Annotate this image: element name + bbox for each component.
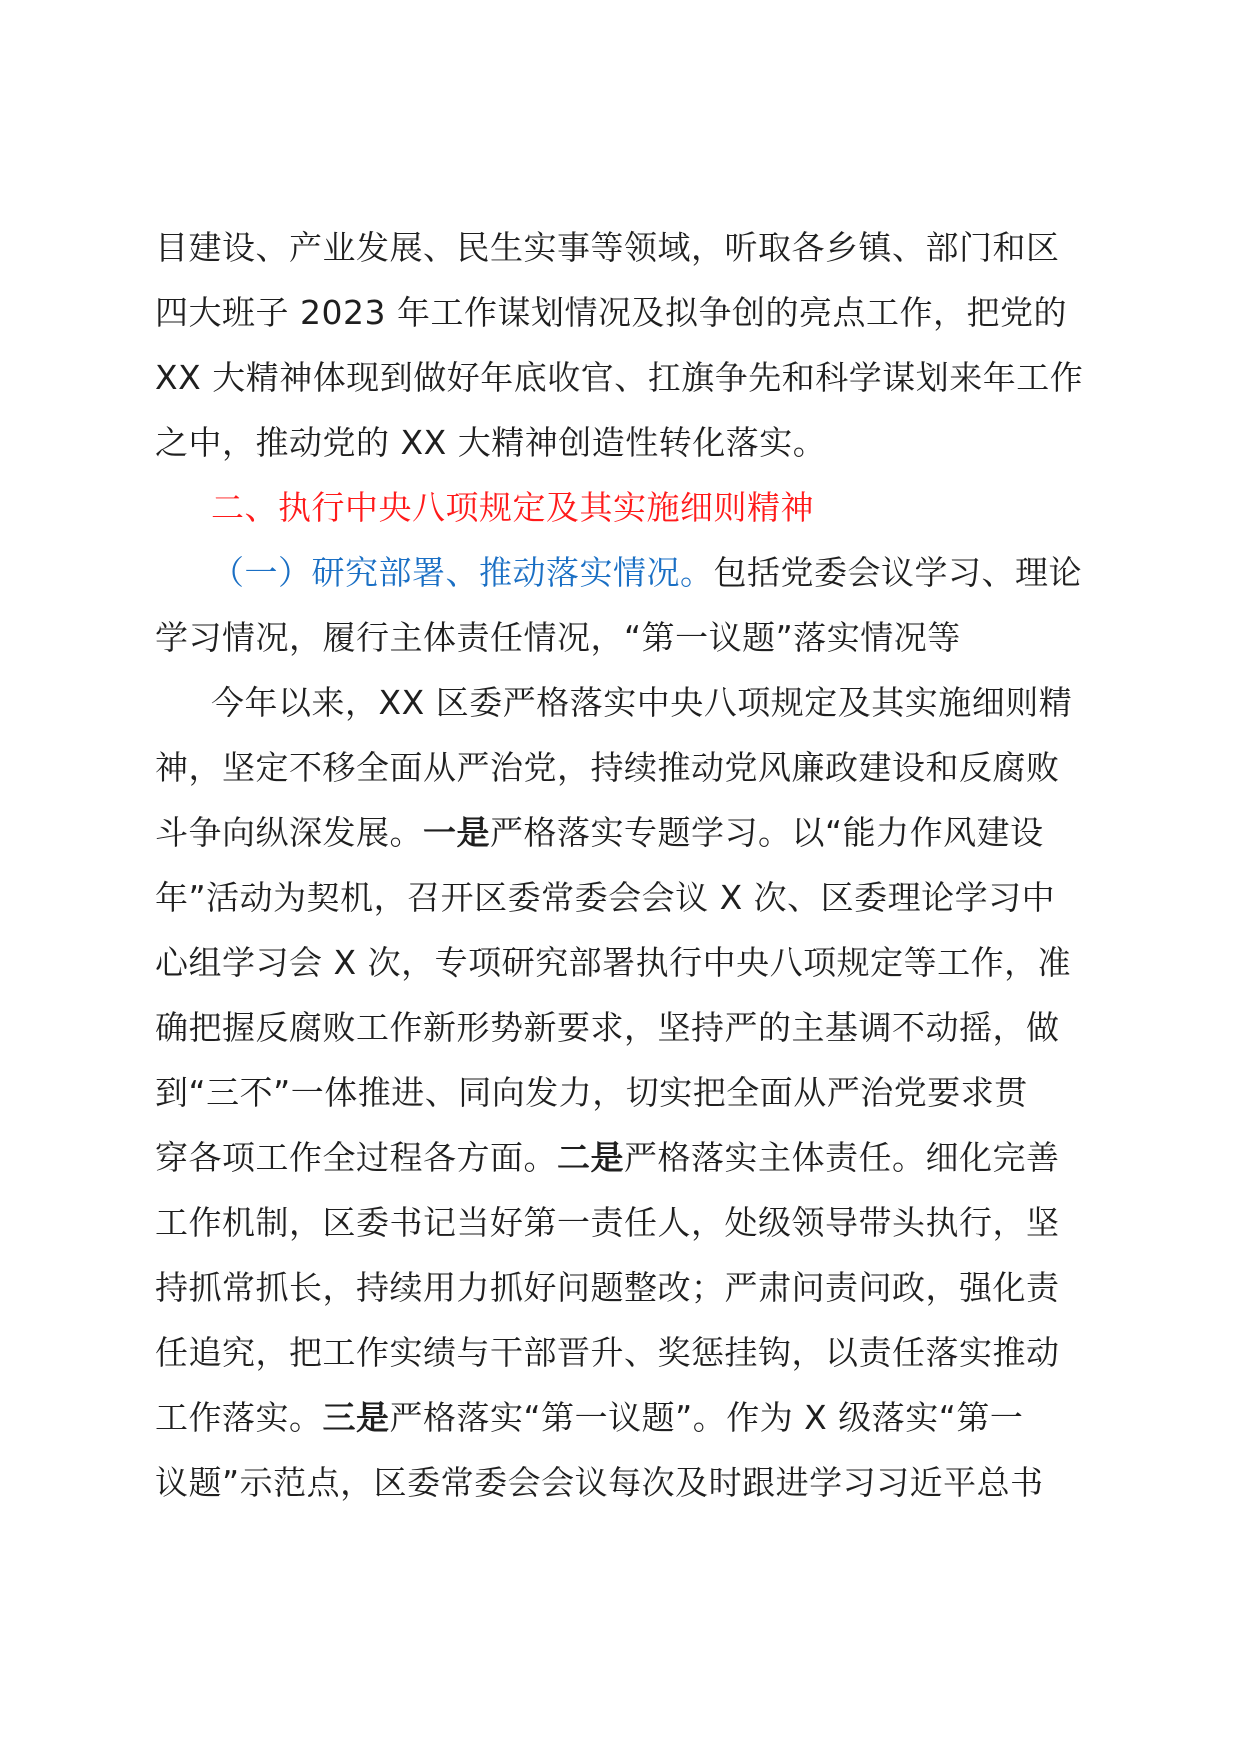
- body-line: 今年以来，XX 区委严格落实中央八项规定及其实施细则精: [211, 683, 1073, 722]
- section-heading: 二、执行中央八项规定及其实施细则精神: [211, 488, 814, 527]
- point-label: 一是: [423, 813, 490, 852]
- body-line: 工作机制，区委书记当好第一责任人，处级领导带头执行，坚: [155, 1203, 1060, 1242]
- body-line: [155, 1385, 1090, 1450]
- paragraph-line: XX 大精神体现到做好年底收官、扛旗争先和科学谋划来年工作: [155, 358, 1084, 397]
- document-page: [155, 215, 1090, 1515]
- body-text: 工作落实。: [155, 1398, 323, 1437]
- point-label: 三是: [322, 1398, 390, 1437]
- body-line: 神，坚定不移全面从严治党，持续推动党风廉政建设和反腐败: [155, 748, 1060, 787]
- paragraph-line: 之中，推动党的 XX 大精神创造性转化落实。: [155, 423, 827, 462]
- paragraph-line: 目建设、产业发展、民生实事等领域，听取各乡镇、部门和区: [155, 228, 1060, 267]
- body-text: 斗争向纵深发展。: [155, 813, 423, 852]
- subsection-line: [155, 540, 1090, 605]
- body-line: [155, 1125, 1090, 1190]
- paragraph-line: 四大班子 2023 年工作谋划情况及拟争创的亮点工作，把党的: [155, 293, 1067, 332]
- body-line: 持抓常抓长，持续用力抓好问题整改；严肃问责问政，强化责: [155, 1268, 1060, 1307]
- body-text: 严格落实专题学习。以“能力作风建设: [490, 813, 1044, 852]
- body-line: 议题”示范点，区委常委会会议每次及时跟进学习习近平总书: [155, 1463, 1044, 1502]
- body-line: 心组学习会 X 次，专项研究部署执行中央八项规定等工作，准: [155, 943, 1072, 982]
- body-line: 年”活动为契机，召开区委常委会会议 X 次、区委理论学习中: [155, 878, 1056, 917]
- subsection-title: （一）研究部署、推动落实情况。: [211, 553, 714, 592]
- body-line: [155, 800, 1090, 865]
- body-text: 严格落实主体责任。细化完善: [624, 1138, 1060, 1177]
- body-line: 确把握反腐败工作新形势新要求，坚持严的主基调不动摇，做: [155, 1008, 1060, 1047]
- body-line: 任追究，把工作实绩与干部晋升、奖惩挂钩，以责任落实推动: [155, 1333, 1060, 1372]
- body-text: 穿各项工作全过程各方面。: [155, 1138, 557, 1177]
- body-text: 严格落实“第一议题”。作为 X 级落实“第一: [389, 1398, 1024, 1437]
- point-label: 二是: [557, 1138, 624, 1177]
- subsection-text: 包括党委会议学习、理论: [713, 553, 1082, 592]
- body-line: 到“三不”一体推进、同向发力，切实把全面从严治党要求贯: [155, 1073, 1028, 1112]
- subsection-line: 学习情况，履行主体责任情况，“第一议题”落实情况等: [155, 618, 961, 657]
